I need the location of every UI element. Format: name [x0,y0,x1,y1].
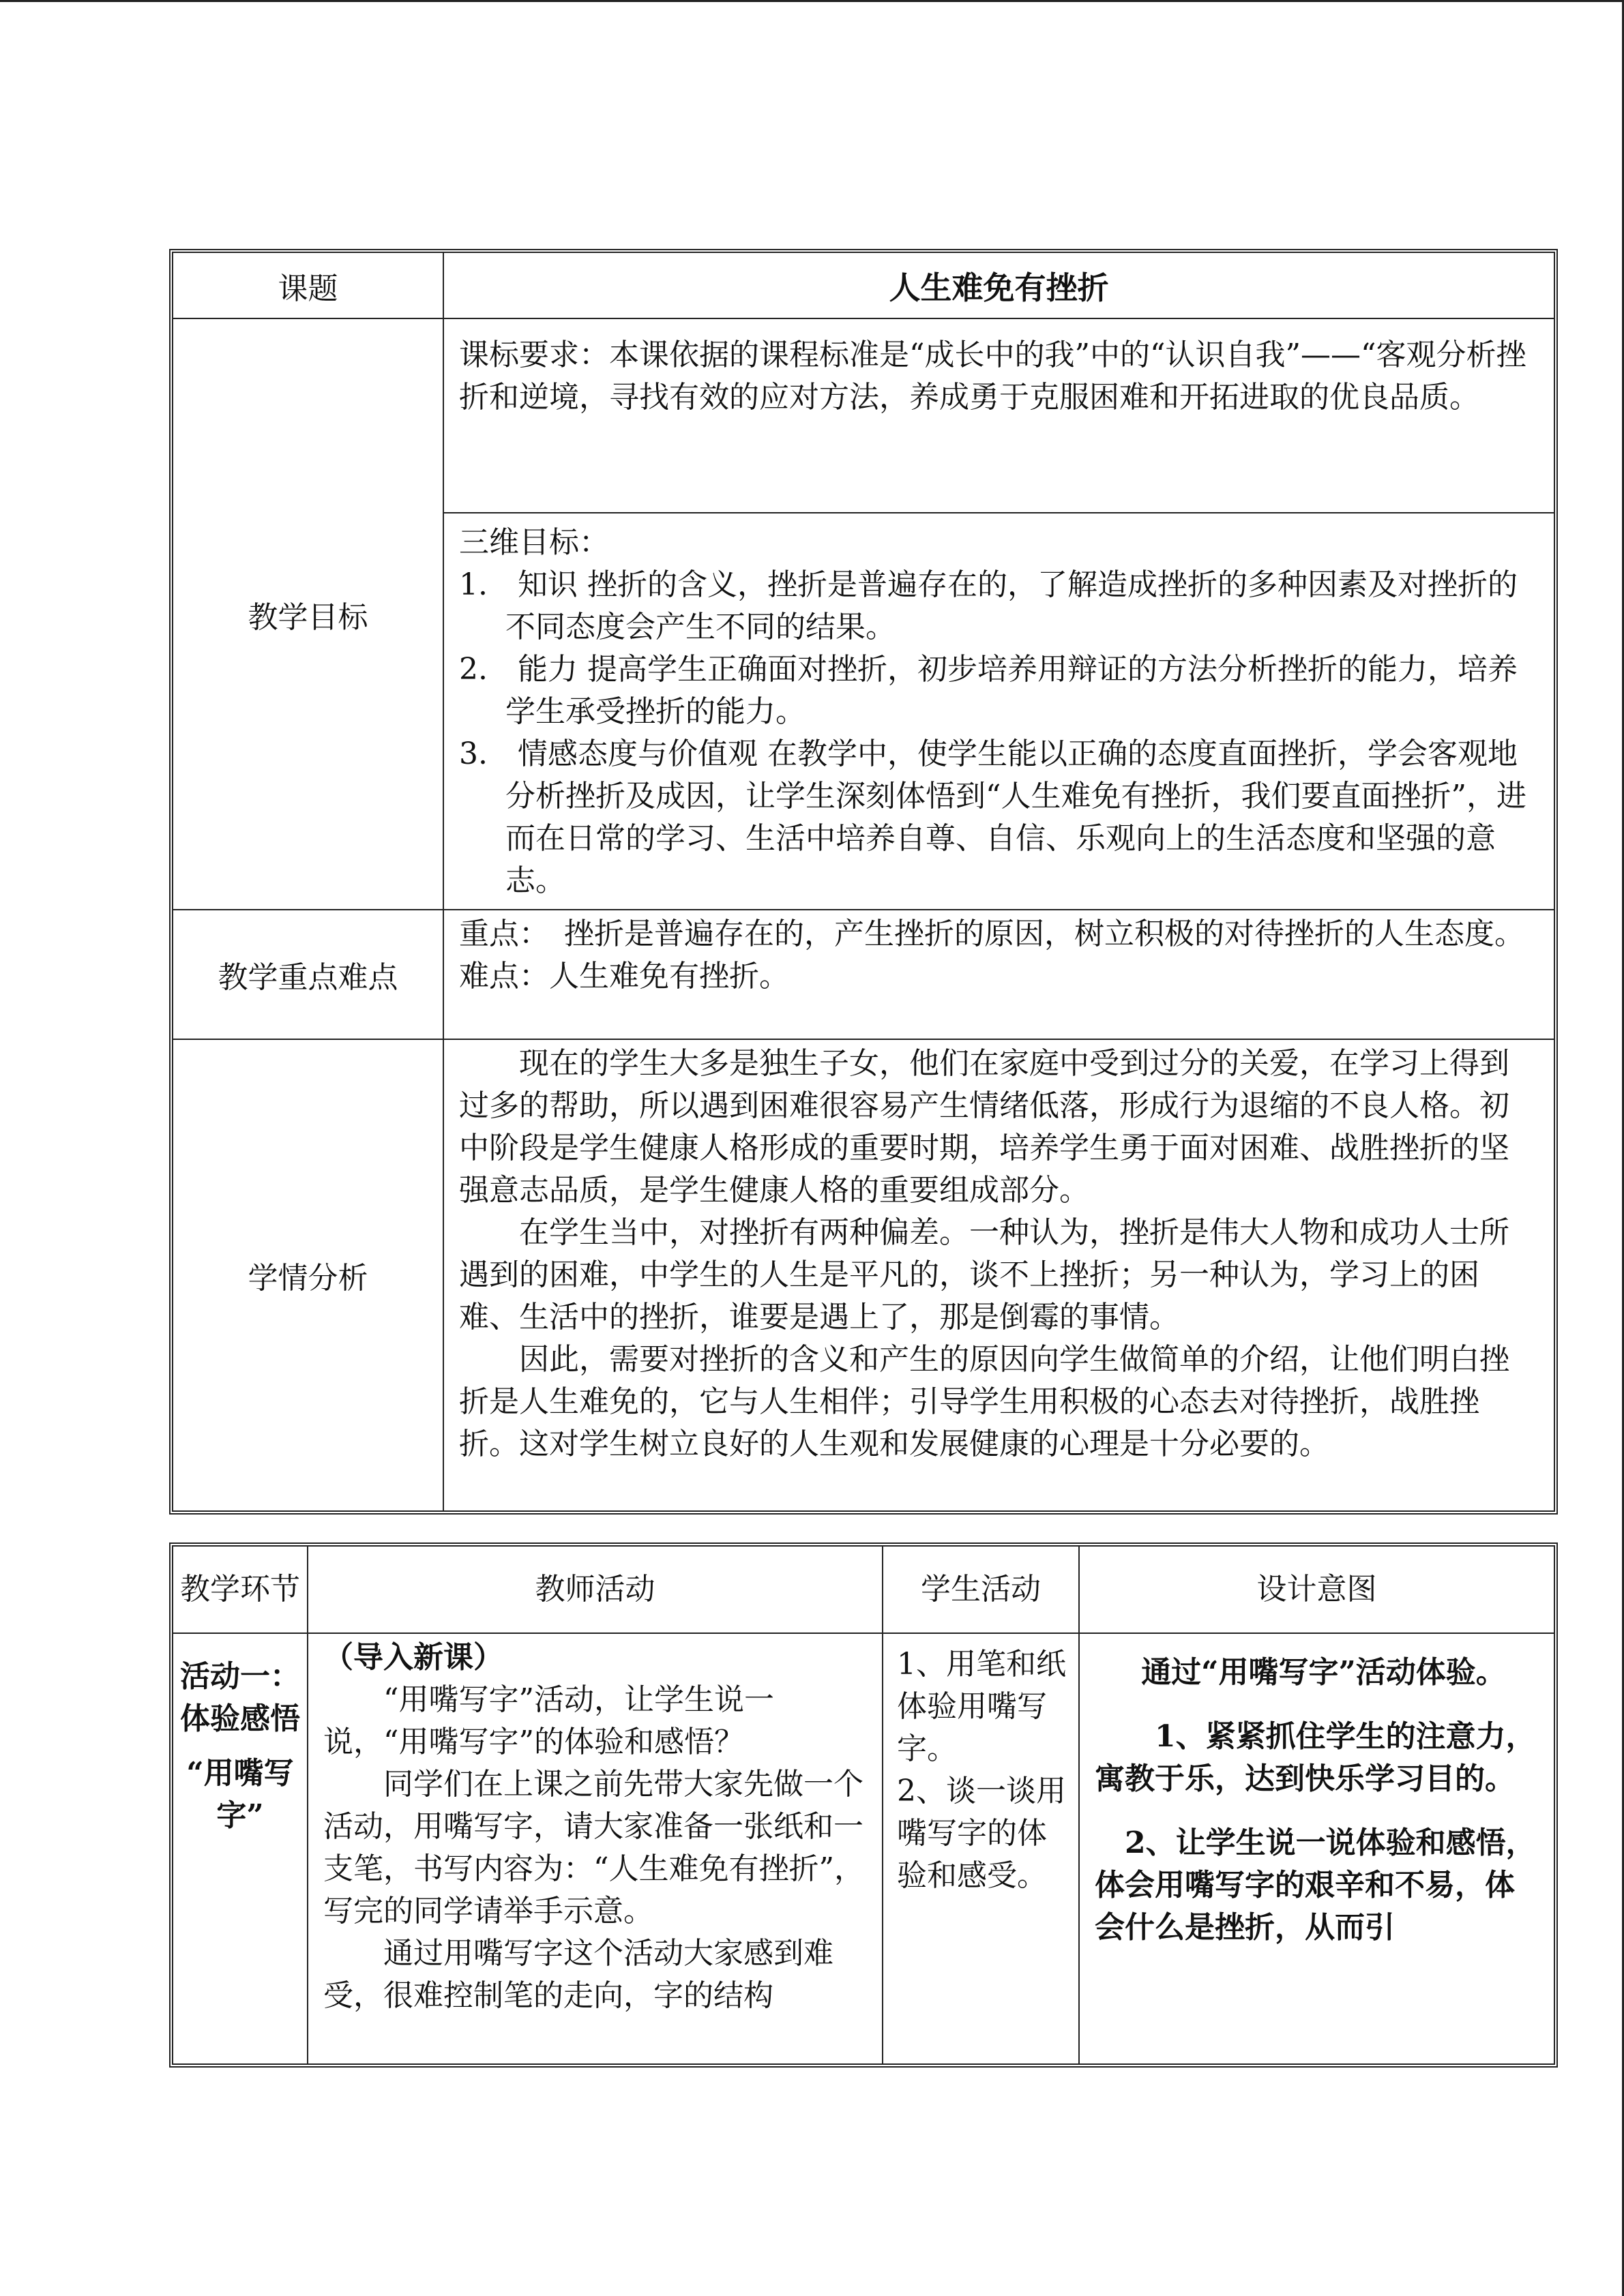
teacher-intro: （导入新课） [323,1640,503,1675]
goal-item-3: 3. 情感态度与价值观 在教学中，使学生能以正确的态度直面挫折，学会客观地分析挫折及成因，让学生深刻体悟到“人生难免有挫折，我们要直面挫折”，进而在日常的学习、生活中培养自尊、自信、乐观向上的生活态度和坚强的意志。 [459,736,1526,898]
three-dimension-goals [444,513,1554,910]
design-item-2: 2、让学生说一说体验和感悟，体会用嘴写字的艰辛和不易，体会什么是挫折，从而引 [1095,1825,1536,1945]
analysis-paragraph-3: 因此，需要对挫折的含义和产生的原因向学生做简单的介绍，让他们明白挫折是人生难免的，它与人生相伴；引导学生用积极的心态去对待挫折，战胜挫折。这对学生树立良好的人生观和发展健康的心理是十分必要的。 [459,1342,1509,1461]
goal-item-2: 2. 能力 提高学生正确面对挫折，初步培养用辩证的方法分析挫折的能力，培养学生承受挫折的能力。 [459,652,1518,729]
teacher-paragraph-1: “用嘴写字”活动，让学生说一说，“用嘴写字”的体验和感悟？ [323,1682,774,1759]
curriculum-requirement: 课标要求：本课依据的课程标准是“成长中的我”中的“认识自我”——“客观分析挫折和逆境，寻找有效的应对方法，养成勇于克服困难和开拓进取的优良品质。 [444,319,1554,513]
teacher-activity [308,1634,883,2063]
difficult-point: 难点：人生难免有挫折。 [459,959,789,994]
teaching-process-table [169,1542,1558,2068]
activity-subtitle: “用嘴写字” [186,1756,294,1833]
student-item-2: 2、谈一谈用嘴写字的体验和感受。 [897,1774,1066,1893]
goal-item-1: 1. 知识 挫折的含义，挫折是普遍存在的，了解造成挫折的多种因素及对挫折的不同态度会产生不同的结果。 [459,567,1518,644]
key-points-content [444,910,1554,1040]
goals-label: 教学目标 [173,319,444,910]
student-item-1: 1、用笔和纸体验用嘴写字。 [897,1647,1066,1766]
activity-name: 活动一：体验感悟 [180,1659,300,1736]
key-points-label: 教学重点难点 [173,910,444,1040]
header-teacher: 教师活动 [308,1547,883,1634]
topic-value: 人生难免有挫折 [444,253,1554,319]
lesson-plan-table [169,249,1558,1515]
teacher-paragraph-2: 同学们在上课之前先带大家先做一个活动，用嘴写字，请大家准备一张纸和一支笔，书写内容为：“人生难免有挫折”，写完的同学请举手示意。 [323,1767,864,1928]
design-item-1: 1、紧紧抓住学生的注意力，寓教于乐，达到快乐学习目的。 [1095,1719,1536,1796]
analysis-label: 学情分析 [173,1040,444,1510]
topic-label: 课题 [173,253,444,319]
teacher-paragraph-3: 通过用嘴写字这个活动大家感到难受，很难控制笔的走向，字的结构 [323,1936,833,2013]
analysis-content [444,1040,1554,1510]
header-stage: 教学环节 [173,1547,308,1634]
analysis-paragraph-2: 在学生当中，对挫折有两种偏差。一种认为，挫折是伟大人物和成功人士所遇到的困难，中学生的人生是平凡的，谈不上挫折；另一种认为，学习上的困难、生活中的挫折，谁要是遇上了，那是倒霉的事情。 [459,1215,1509,1335]
activity-stage [173,1634,308,2063]
header-student: 学生活动 [883,1547,1080,1634]
student-activity [883,1634,1080,2063]
three-dim-title: 三维目标： [459,525,609,560]
page-top-border [0,0,1624,2]
key-point: 重点： 挫折是普遍存在的，产生挫折的原因，树立积极的对待挫折的人生态度。 [459,916,1524,951]
design-title: 通过“用嘴写字”活动体验。 [1141,1655,1506,1690]
header-design: 设计意图 [1080,1547,1554,1634]
analysis-paragraph-1: 现在的学生大多是独生子女，他们在家庭中受到过分的关爱，在学习上得到过多的帮助，所以遇到困难很容易产生情绪低落，形成行为退缩的不良人格。初中阶段是学生健康人格形成的重要时期，培养学生勇于面对困难、战胜挫折的坚强意志品质，是学生健康人格的重要组成部分。 [459,1046,1509,1208]
design-intent [1080,1634,1554,2063]
